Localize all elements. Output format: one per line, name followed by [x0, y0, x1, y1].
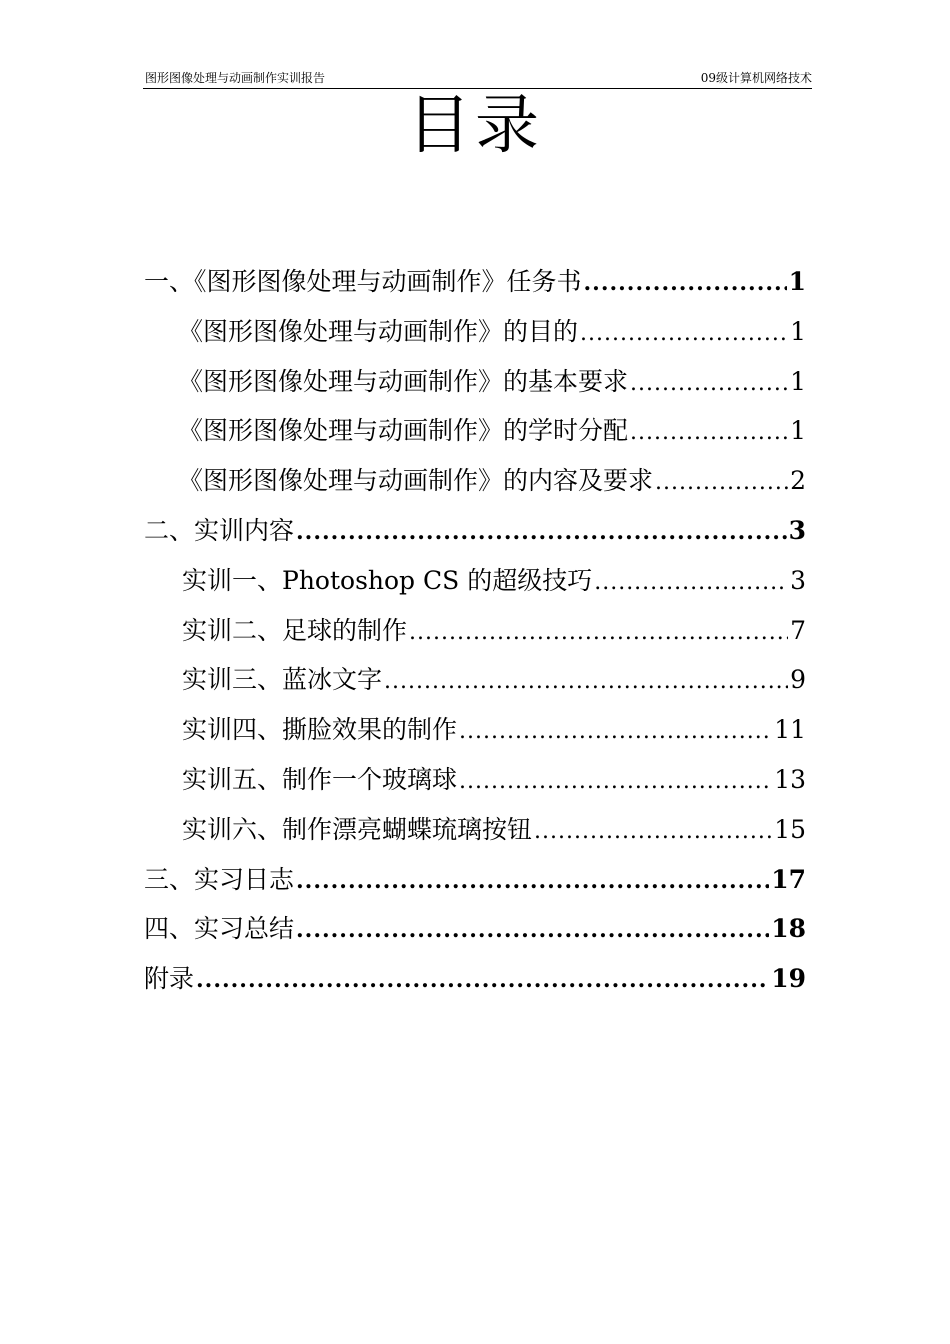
toc-page-number: 1: [788, 267, 806, 296]
toc-entry-training-2[interactable]: [144, 606, 806, 656]
toc-page-number: 1: [790, 416, 806, 446]
toc-page-number: 1: [790, 366, 806, 396]
toc-page-number: 3: [788, 515, 806, 545]
toc-page-number: 1: [790, 316, 806, 346]
toc-entry-training-4[interactable]: [144, 705, 806, 755]
toc-entry-text: 实训一、Photoshop CS 的超级技巧: [182, 565, 593, 595]
table-of-contents: [144, 257, 806, 1004]
page-header: [143, 70, 812, 89]
toc-page-number: 3: [790, 565, 806, 595]
toc-entry-text: 《图形图像处理与动画制作》的基本要求: [178, 366, 629, 396]
toc-page-number: 15: [774, 814, 806, 844]
toc-entry-requirements[interactable]: [144, 357, 806, 407]
toc-page-number: 19: [771, 964, 806, 994]
toc-entry-training-5[interactable]: [144, 755, 806, 805]
toc-entry-internship-log[interactable]: [144, 855, 806, 905]
toc-dot-leader: [459, 757, 772, 807]
toc-page-number: 17: [771, 864, 806, 894]
toc-entry-text: 实训三、蓝冰文字: [182, 665, 383, 695]
toc-dot-leader: [296, 857, 769, 907]
toc-dot-leader: [384, 657, 788, 707]
toc-dot-leader: [584, 259, 787, 309]
toc-dot-leader: [196, 956, 769, 1006]
toc-dot-leader: [630, 408, 788, 458]
toc-entry-text: 三、实习日志: [144, 864, 295, 894]
toc-entry-text: 实训二、足球的制作: [182, 615, 408, 645]
toc-dot-leader: [655, 458, 788, 508]
toc-entry-training-6[interactable]: [144, 805, 806, 855]
toc-entry-training-3[interactable]: [144, 655, 806, 705]
toc-entry-text: 实训六、制作漂亮蝴蝶琉璃按钮: [182, 814, 533, 844]
toc-entry-hours[interactable]: [144, 406, 806, 456]
toc-page-number: 11: [774, 715, 806, 745]
toc-page-number: 18: [771, 914, 806, 944]
toc-page-number: 13: [774, 764, 806, 794]
toc-entry-text: 附录: [144, 964, 195, 994]
toc-dot-leader: [296, 508, 787, 558]
toc-entry-text: 二、实训内容: [144, 515, 295, 545]
toc-dot-leader: [296, 906, 769, 956]
header-class-name: 09级计算机网络技术: [700, 71, 812, 85]
toc-page-number: 9: [790, 665, 806, 695]
toc-entry-text: 一、《图形图像处理与动画制作》任务书: [144, 267, 582, 296]
toc-title: 目录: [407, 89, 543, 163]
toc-dot-leader: [409, 608, 788, 658]
toc-entry-appendix[interactable]: [144, 954, 806, 1004]
toc-entry-purpose[interactable]: [144, 307, 806, 357]
toc-dot-leader: [630, 359, 788, 409]
toc-page-number: 7: [790, 615, 806, 645]
toc-dot-leader: [459, 707, 772, 757]
toc-entry-text: 实训四、撕脸效果的制作: [182, 715, 458, 745]
toc-entry-task-book[interactable]: [144, 257, 806, 307]
header-report-title: 图形图像处理与动画制作实训报告: [145, 71, 326, 85]
toc-entry-training-1[interactable]: [144, 556, 806, 606]
toc-entry-content-requirements[interactable]: [144, 456, 806, 506]
toc-page-number: 2: [790, 466, 806, 496]
toc-dot-leader: [580, 309, 788, 359]
toc-entry-text: 《图形图像处理与动画制作》的目的: [178, 316, 579, 346]
toc-entry-text: 四、实习总结: [144, 914, 295, 944]
toc-dot-leader: [594, 558, 788, 608]
toc-entry-text: 实训五、制作一个玻璃球: [182, 764, 458, 794]
toc-entry-text: 《图形图像处理与动画制作》的内容及要求: [178, 466, 654, 496]
toc-dot-leader: [534, 807, 772, 857]
toc-entry-text: 《图形图像处理与动画制作》的学时分配: [178, 416, 629, 446]
toc-entry-training-content[interactable]: [144, 506, 806, 556]
toc-entry-internship-summary[interactable]: [144, 904, 806, 954]
